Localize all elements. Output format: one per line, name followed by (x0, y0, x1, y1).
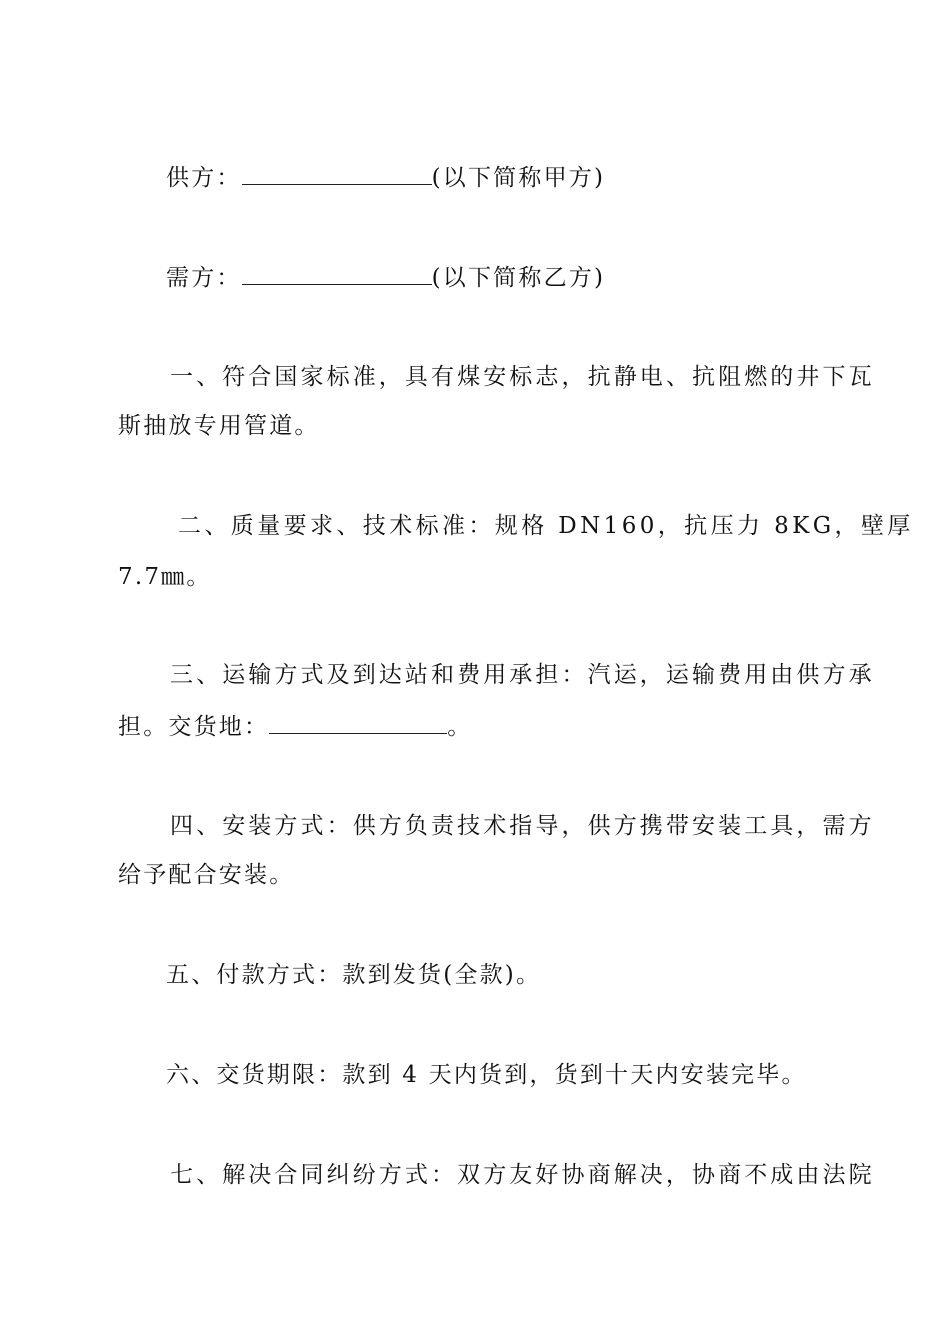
clause-6-text: 六、交货期限：款到 4 天内货到，货到十天内安装完毕。 (166, 1062, 807, 1088)
clause-4-line-2 (0, 860, 950, 890)
clause-3-line-2 (0, 711, 950, 742)
clause-2-continuation: 7.7㎜。 (118, 564, 212, 590)
clause-3-end-mark: 。 (447, 714, 473, 740)
clause-1-text: 一、符合国家标准，具有煤安标志，抗静电、抗阻燃的井下瓦 (170, 364, 875, 390)
supplier-note: (以下简称甲方) (431, 165, 606, 191)
buyer-line (0, 262, 950, 293)
clause-6-line-1 (0, 1060, 950, 1090)
clause-1-continuation: 斯抽放专用管道。 (118, 413, 320, 439)
buyer-label: 需方： (166, 265, 242, 291)
clause-7-text: 七、解决合同纠纷方式：双方友好协商解决，协商不成由法院 (170, 1162, 875, 1188)
supplier-name-blank (242, 162, 432, 185)
supplier-label: 供方： (166, 165, 242, 191)
clause-3-delivery-label: 担。交货地： (118, 714, 270, 740)
clause-7-line-1 (0, 1160, 950, 1190)
clause-1-line-2 (0, 411, 950, 441)
clause-5-line-1 (0, 960, 950, 990)
clause-5-text: 五、付款方式：款到发货(全款)。 (166, 962, 542, 988)
clause-2-line-2 (0, 562, 950, 592)
delivery-place-blank (269, 711, 447, 734)
buyer-note: (以下简称乙方) (431, 265, 606, 291)
buyer-name-blank (242, 262, 432, 285)
clause-2-text: 二、质量要求、技术标准：规格 DN160，抗压力 8KG，壁厚 (178, 513, 914, 539)
clause-3-line-1 (0, 660, 950, 690)
clause-3-text: 三、运输方式及到达站和费用承担：汽运，运输费用由供方承 (170, 662, 875, 688)
supplier-line (0, 162, 950, 193)
clause-4-line-1 (0, 811, 950, 841)
clause-2-line-1 (0, 511, 950, 541)
clause-4-text: 四、安装方式：供方负责技术指导，供方携带安装工具，需方 (170, 813, 875, 839)
clause-1-line-1 (0, 362, 950, 392)
clause-4-continuation: 给予配合安装。 (118, 862, 295, 888)
